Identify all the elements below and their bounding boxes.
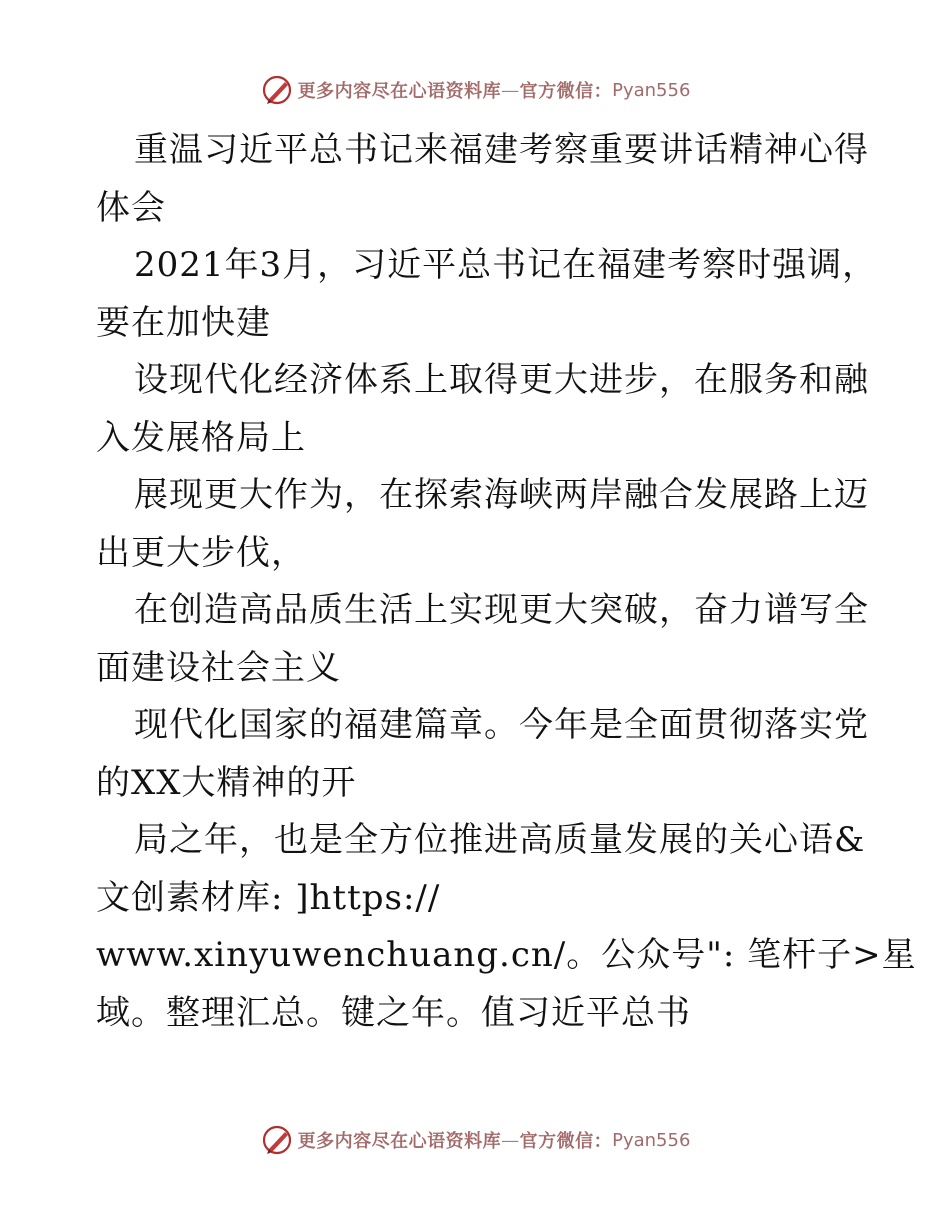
banner-title: 更多内容尽在心语资料库 <box>297 1131 502 1152</box>
pen-logo-icon <box>260 73 294 107</box>
header-banner <box>0 70 950 110</box>
text-line: 局之年，也是全方位推进高质量发展的关心语& <box>134 820 866 860</box>
banner-title: 更多内容尽在心语资料库 <box>297 81 502 102</box>
banner-official: 官方微信： <box>519 1131 613 1152</box>
text-line: 展现更大作为，在探索海峡两岸融合发展路上迈 <box>134 475 869 515</box>
text-line: 域。整理汇总。键之年。值习近平总书 <box>96 992 691 1033</box>
text-line: 现代化国家的福建篇章。今年是全面贯彻落实党 <box>134 705 869 745</box>
banner-dash: — <box>501 1129 520 1151</box>
text-line: 面建设社会主义 <box>96 647 341 688</box>
pen-logo-icon <box>260 1123 294 1157</box>
banner-official: 官方微信： <box>519 81 613 102</box>
text-line: 的XX大精神的开 <box>96 762 357 803</box>
text-line: 出更大步伐， <box>96 532 306 573</box>
banner-account: Pyan556 <box>612 79 691 101</box>
text-line: 2021年3月，习近平总书记在福建考察时强调， <box>134 245 878 285</box>
text-line: www.xinyuwenchuang.cn/。公众号": 笔杆子>星 <box>96 935 917 975</box>
banner-dash: — <box>501 79 520 101</box>
text-line: 要在加快建 <box>96 302 271 343</box>
text-line: 文创素材库: ]https:// <box>96 877 441 918</box>
text-line: 设现代化经济体系上取得更大进步，在服务和融 <box>134 360 869 400</box>
text-line: 体会 <box>96 187 166 228</box>
banner-account: Pyan556 <box>612 1129 691 1151</box>
text-line: 入发展格局上 <box>96 417 306 458</box>
document-body <box>96 122 917 1042</box>
text-line: 重温习近平总书记来福建考察重要讲话精神心得 <box>134 130 869 170</box>
footer-banner <box>0 1120 950 1160</box>
text-line: 在创造高品质生活上实现更大突破，奋力谱写全 <box>134 590 869 630</box>
